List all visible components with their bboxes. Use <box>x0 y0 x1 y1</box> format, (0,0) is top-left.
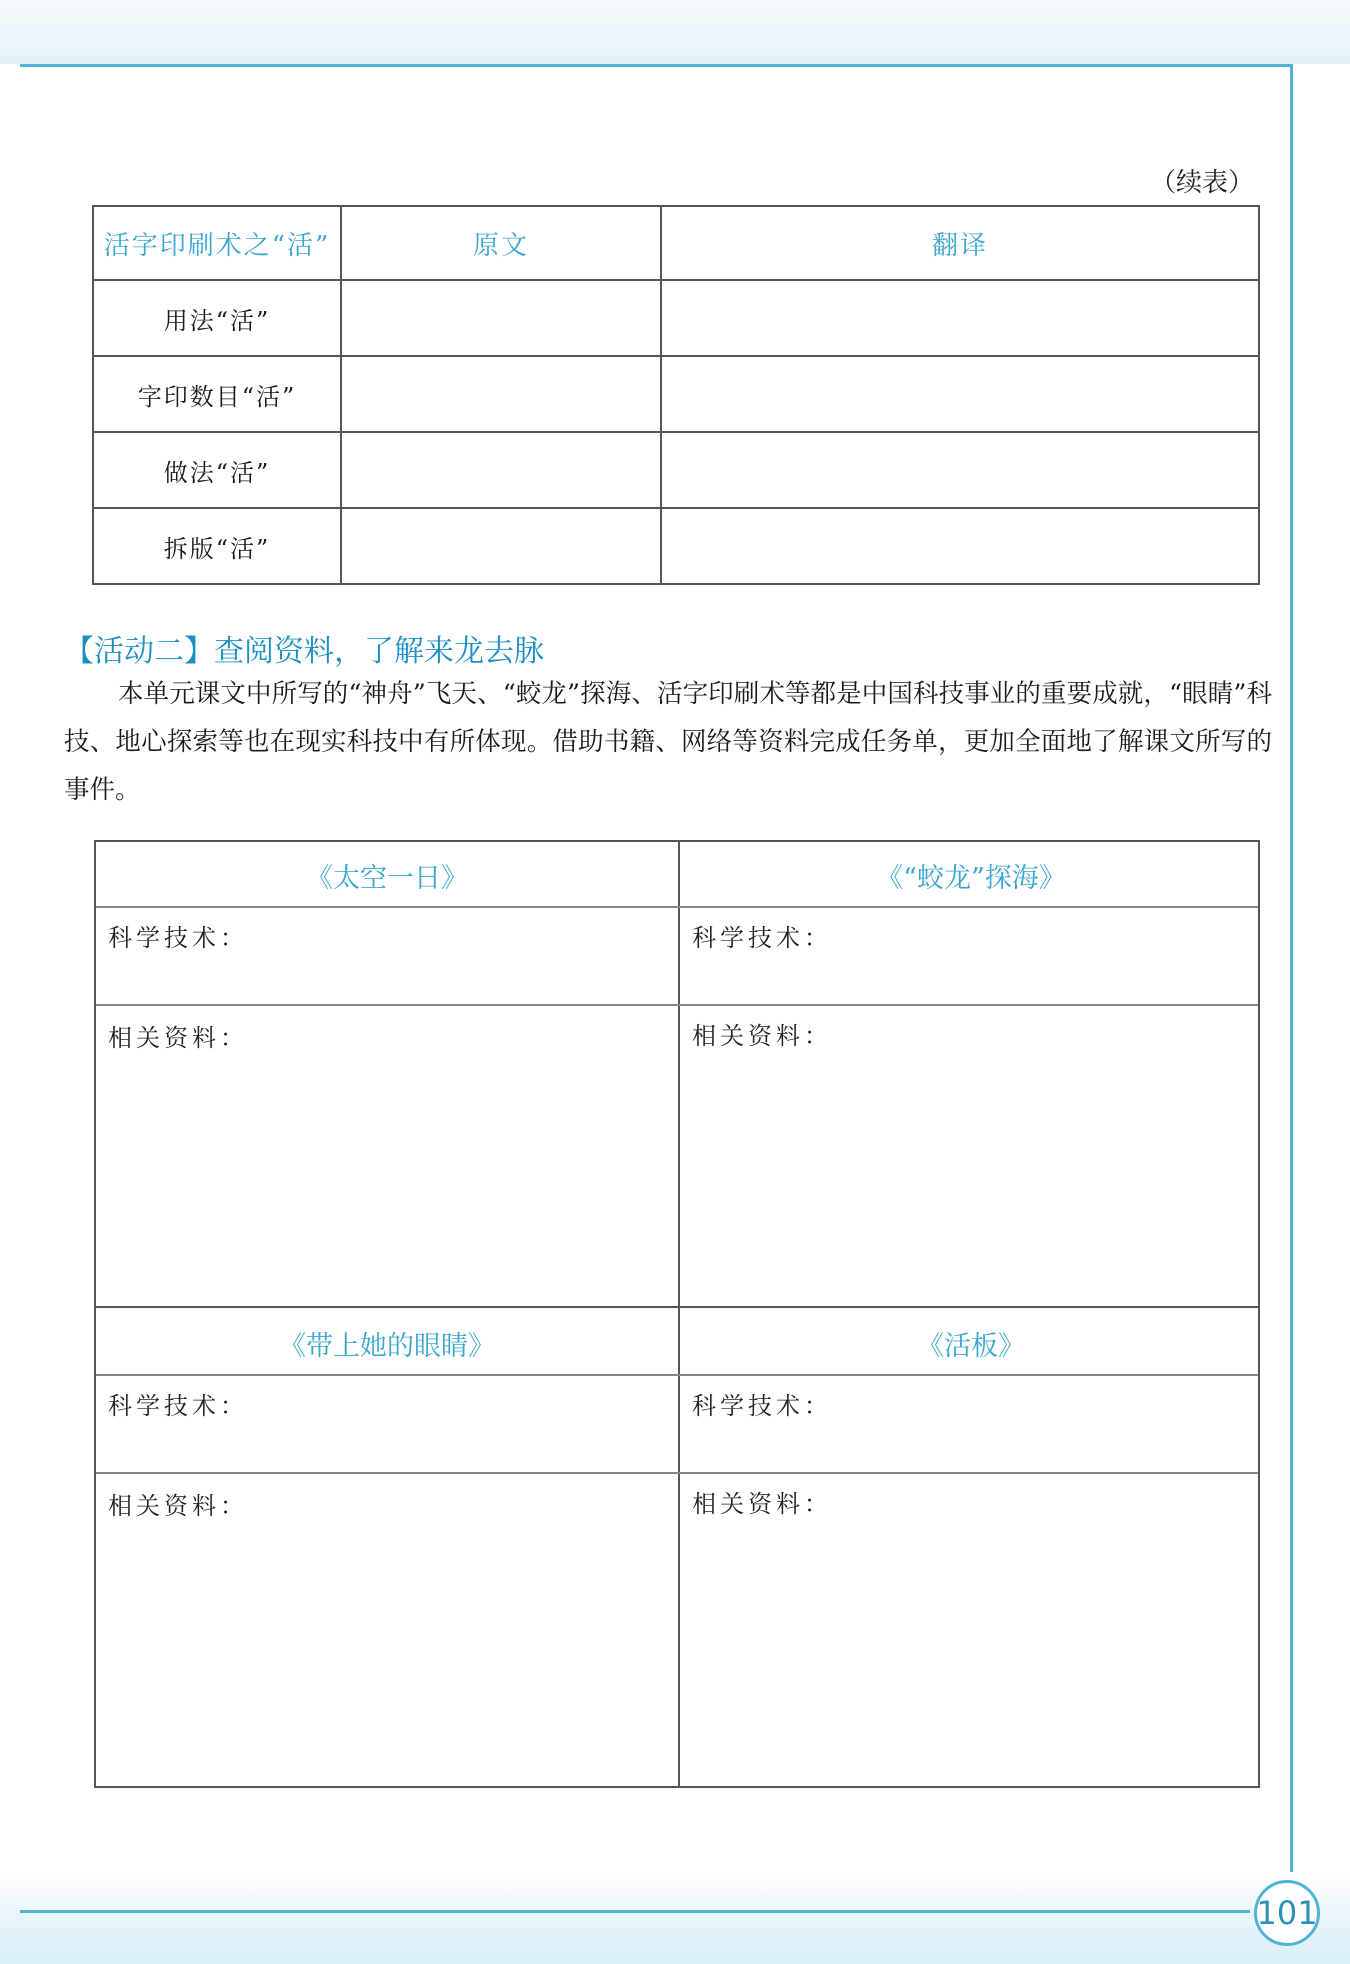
table-row <box>93 356 1259 432</box>
info-label: 相关资料： <box>692 1022 832 1050</box>
translation-cell[interactable] <box>661 432 1259 508</box>
grid-divider <box>96 1004 1258 1006</box>
original-text-cell[interactable] <box>341 280 661 356</box>
translation-cell[interactable] <box>661 508 1259 584</box>
top-frame-line <box>20 64 1292 67</box>
book-title-huoban: 《活板》 <box>917 1331 1025 1362</box>
continued-label: （续表） <box>1150 168 1255 198</box>
row-label: 拆版“活” <box>93 508 341 584</box>
table-header-original-text: 原文 <box>341 206 661 280</box>
table-row <box>93 280 1259 356</box>
translation-cell[interactable] <box>661 356 1259 432</box>
row-label: 字印数目“活” <box>93 356 341 432</box>
tech-label: 科学技术： <box>692 924 832 952</box>
activity-intro: 本单元课文中所写的“神舟”飞天、“蛟龙”探海、活字印刷术等都是中国科技事业的重要成就，“眼睛”科技、地心探索等也在现实科技中有所体现。借助书籍、网络等资料完成任务单，更加全面地了解课文所写的事件。 <box>64 679 1272 805</box>
row-label: 做法“活” <box>93 432 341 508</box>
info-label: 相关资料： <box>692 1490 832 1518</box>
table-row <box>93 508 1259 584</box>
info-label: 相关资料： <box>108 1492 248 1520</box>
grid-divider <box>96 1374 1258 1376</box>
original-text-cell[interactable] <box>341 432 661 508</box>
original-text-cell[interactable] <box>341 508 661 584</box>
tech-label: 科学技术： <box>692 1392 832 1420</box>
grid-divider <box>96 906 1258 908</box>
table-header-aspect: 活字印刷术之“活” <box>93 206 341 280</box>
movable-type-table <box>92 205 1260 585</box>
bottom-frame-line <box>20 1910 1250 1913</box>
table-row <box>93 432 1259 508</box>
original-text-cell[interactable] <box>341 356 661 432</box>
bottom-decorative-band <box>0 1872 1350 1964</box>
book-title-space-day: 《太空一日》 <box>306 863 468 894</box>
grid-divider <box>96 1472 1258 1474</box>
tech-label: 科学技术： <box>108 924 248 952</box>
task-grid <box>94 840 1260 1788</box>
right-frame-line <box>1290 64 1293 1894</box>
top-decorative-band <box>0 0 1350 64</box>
row-label: 用法“活” <box>93 280 341 356</box>
translation-cell[interactable] <box>661 280 1259 356</box>
info-label: 相关资料： <box>108 1024 248 1052</box>
table-header-row <box>93 206 1259 280</box>
activity-title: 【活动二】查阅资料，了解来龙去脉 <box>64 634 544 669</box>
tech-label: 科学技术： <box>108 1392 248 1420</box>
page-number: 101 <box>1254 1880 1320 1946</box>
book-title-jiaolong: 《“蛟龙”探海》 <box>876 863 1066 894</box>
grid-divider <box>96 1306 1258 1308</box>
table-header-translation: 翻译 <box>661 206 1259 280</box>
grid-divider-vertical <box>678 842 680 1786</box>
book-title-her-eyes: 《带上她的眼睛》 <box>279 1331 495 1362</box>
